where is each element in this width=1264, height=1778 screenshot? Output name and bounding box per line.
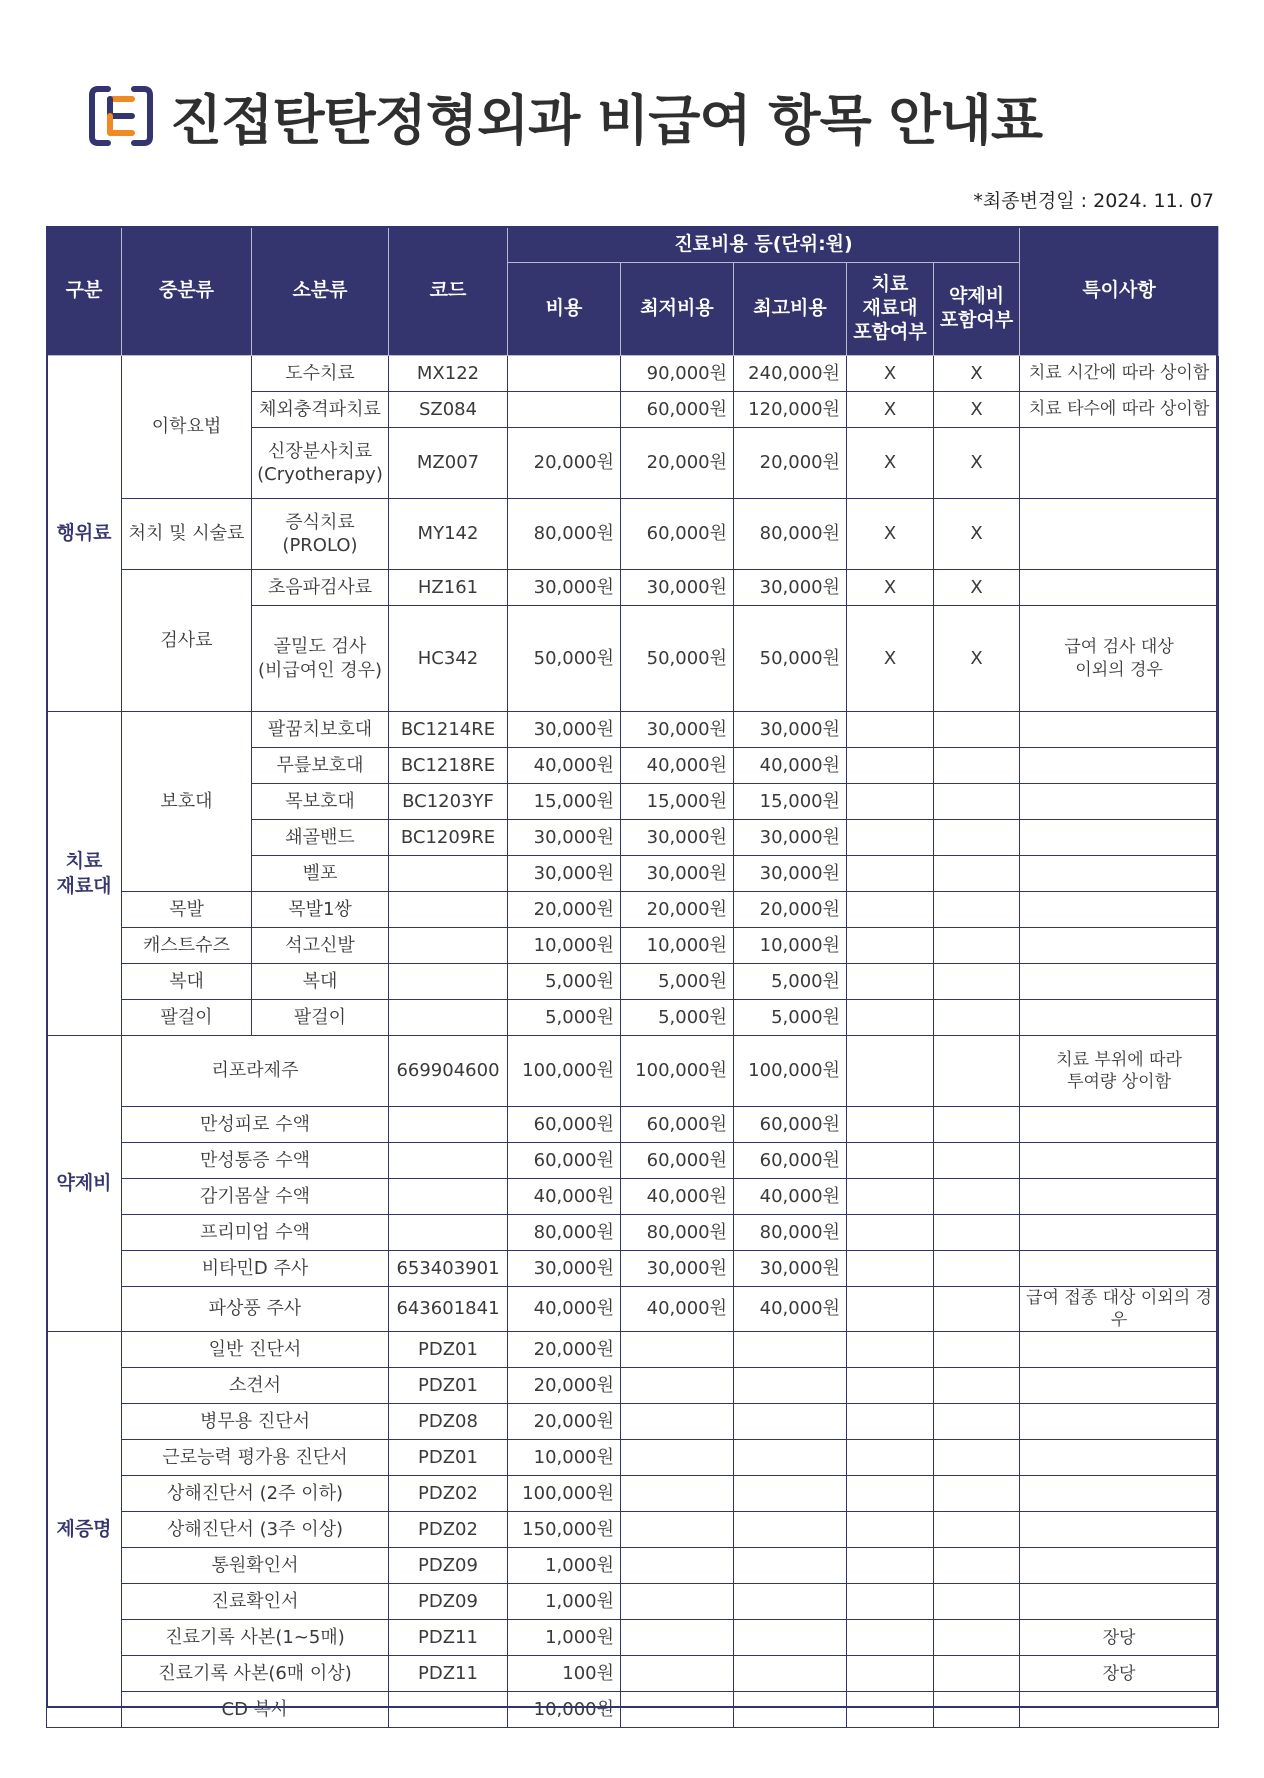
table-row: 목발 목발1쌍 20,000원 20,000원 20,000원: [47, 892, 1219, 928]
table-row: 상해진단서 (2주 이하) PDZ02 100,000원: [47, 1476, 1219, 1512]
table-row: 감기몸살 수액 40,000원 40,000원 40,000원: [47, 1179, 1219, 1215]
table-row: 진료확인서 PDZ09 1,000원: [47, 1584, 1219, 1620]
category-certificate: 제증명: [47, 1332, 122, 1728]
header-sub-category: 소분류: [252, 227, 389, 356]
page-header: [88, 80, 1042, 152]
mid-abdominal-binder: 복대: [122, 964, 252, 1000]
clinic-logo-icon: [88, 83, 154, 149]
table-row: 진료기록 사본(1~5매) PDZ11 1,000원 장당: [47, 1620, 1219, 1656]
mid-crutch: 목발: [122, 892, 252, 928]
table-row: 만성피로 수액 60,000원 60,000원 60,000원: [47, 1107, 1219, 1143]
mid-exam: 검사료: [122, 570, 252, 712]
table-row: 프리미엄 수액 80,000원 80,000원 80,000원: [47, 1215, 1219, 1251]
header-code: 코드: [389, 227, 508, 356]
table-row: 만성통증 수액 60,000원 60,000원 60,000원: [47, 1143, 1219, 1179]
non-covered-fee-table: [46, 226, 1219, 1728]
table-row: 신장분사치료 (Cryotherapy) MZ007 20,000원 20,000원 20,000원 X X: [47, 428, 1219, 499]
table-row: 목보호대 BC1203YF 15,000원 15,000원 15,000원: [47, 784, 1219, 820]
mid-cast-shoes: 캐스트슈즈: [122, 928, 252, 964]
table-row: 근로능력 평가용 진단서 PDZ01 10,000원: [47, 1440, 1219, 1476]
table-row: 체외충격파치료 SZ084 60,000원 120,000원 X X 치료 타수에 따라 상이함: [47, 392, 1219, 428]
table-row: 파상풍 주사 643601841 40,000원 40,000원 40,000원 급여 접종 대상 이외의 경우: [47, 1287, 1219, 1332]
table-row: 약제비 리포라제주 669904600 100,000원 100,000원 100,000원 치료 부위에 따라 투여량 상이함: [47, 1036, 1219, 1107]
table-row: 소견서 PDZ01 20,000원: [47, 1368, 1219, 1404]
table-row: 치료 재료대 보호대 팔꿈치보호대 BC1214RE 30,000원 30,000원 30,000원: [47, 712, 1219, 748]
header-mid-category: 중분류: [122, 227, 252, 356]
table-row: 복대 복대 5,000원 5,000원 5,000원: [47, 964, 1219, 1000]
header-drug-included: 약제비 포함여부: [934, 263, 1020, 356]
mid-brace: 보호대: [122, 712, 252, 892]
header-category: 구분: [47, 227, 122, 356]
page-title: 진접탄탄정형외과 비급여 항목 안내표: [170, 88, 1043, 152]
table-row: 통원확인서 PDZ09 1,000원: [47, 1548, 1219, 1584]
table-row: CD 복사 10,000원: [47, 1692, 1219, 1728]
header-min-cost: 최저비용: [621, 263, 734, 356]
mid-physiotherapy: 이학요법: [122, 356, 252, 499]
header-note: 특이사항: [1020, 227, 1219, 356]
header-material-included: 치료 재료대 포함여부: [847, 263, 934, 356]
header-cost-group: 진료비용 등(단위:원): [508, 227, 1020, 263]
table-row: 검사료 초음파검사료 HZ161 30,000원 30,000원 30,000원 X X: [47, 570, 1219, 606]
mid-procedure: 처치 및 시술료: [122, 499, 252, 570]
table-row: 골밀도 검사 (비급여인 경우) HC342 50,000원 50,000원 50,000원 X X 급여 검사 대상 이외의 경우: [47, 606, 1219, 712]
table-row: 제증명 일반 진단서 PDZ01 20,000원: [47, 1332, 1219, 1368]
table-row: 무릎보호대 BC1218RE 40,000원 40,000원 40,000원: [47, 748, 1219, 784]
category-material: 치료 재료대: [47, 712, 122, 1036]
category-drug: 약제비: [47, 1036, 122, 1332]
table-row: 행위료 이학요법 도수치료 MX122 90,000원 240,000원 X X 치료 시간에 따라 상이함: [47, 356, 1219, 392]
table-row: 캐스트슈즈 석고신발 10,000원 10,000원 10,000원: [47, 928, 1219, 964]
table-row: 병무용 진단서 PDZ08 20,000원: [47, 1404, 1219, 1440]
mid-arm-sling: 팔걸이: [122, 1000, 252, 1036]
table-row: 팔걸이 팔걸이 5,000원 5,000원 5,000원: [47, 1000, 1219, 1036]
category-act: 행위료: [47, 356, 122, 712]
table-row: 벨포 30,000원 30,000원 30,000원: [47, 856, 1219, 892]
table-row: 비타민D 주사 653403901 30,000원 30,000원 30,000원: [47, 1251, 1219, 1287]
header-cost: 비용: [508, 263, 621, 356]
table-row: 진료기록 사본(6매 이상) PDZ11 100원 장당: [47, 1656, 1219, 1692]
table-row: 상해진단서 (3주 이상) PDZ02 150,000원: [47, 1512, 1219, 1548]
header-max-cost: 최고비용: [734, 263, 847, 356]
table-row: 처치 및 시술료 증식치료 (PROLO) MY142 80,000원 60,000원 80,000원 X X: [47, 499, 1219, 570]
table-row: 쇄골밴드 BC1209RE 30,000원 30,000원 30,000원: [47, 820, 1219, 856]
last-updated-date: *최종변경일 : 2024. 11. 07: [973, 190, 1214, 212]
